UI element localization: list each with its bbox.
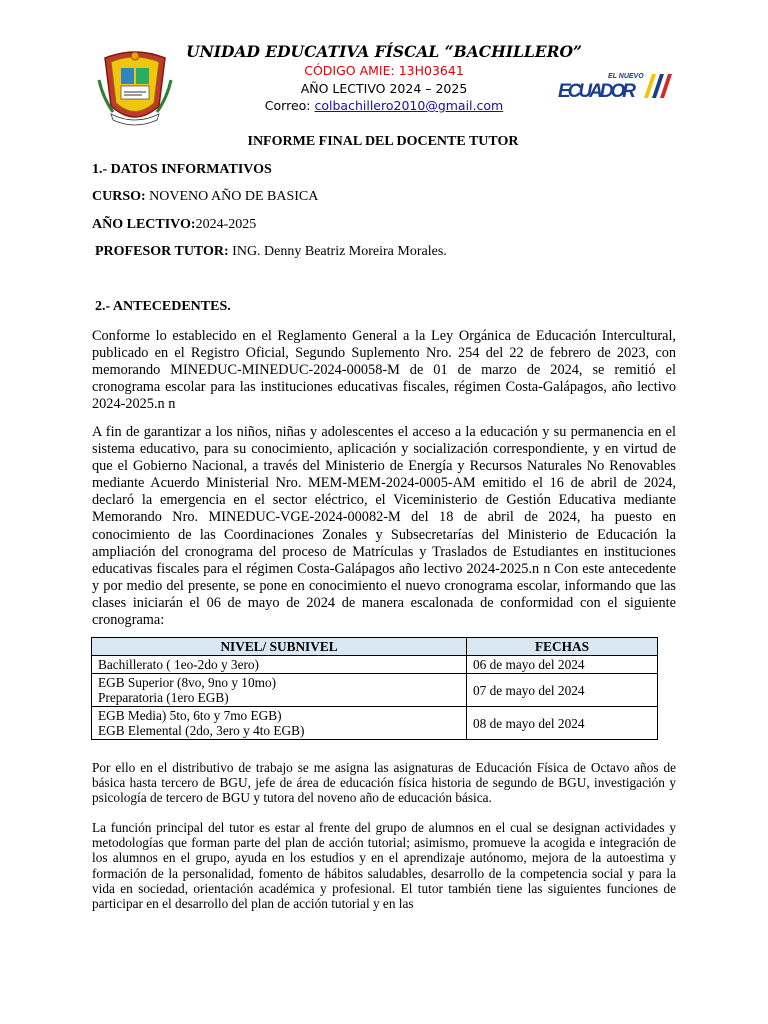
level-cell <box>92 674 467 707</box>
table-row <box>92 674 658 707</box>
email-line <box>150 98 618 113</box>
header-dates: FECHAS <box>467 638 658 656</box>
paragraph-3: Por ello en el distributivo de trabajo se me asigna las asignaturas de Educación Física de Octavo años de básica hasta tercero de BGU, jefe de área de educación física historia de segundo de BGU, investigación y psicología de tercero de BGU y tutora del noveno año de educación básica. <box>92 760 676 806</box>
section1-title: 1.- DATOS INFORMATIVOS <box>92 162 272 177</box>
year-value: 2024-2025 <box>195 217 257 232</box>
tutor-label: PROFESOR TUTOR: <box>95 244 229 259</box>
date-cell: 06 de mayo del 2024 <box>467 656 658 674</box>
email-link[interactable]: colbachillero2010@gmail.com <box>314 98 504 113</box>
amie-code: CÓDIGO AMIE: 13H03641 <box>304 63 464 78</box>
level-line: Bachillerato ( 1eo-2do y 3ero) <box>98 657 259 672</box>
year-label: AÑO LECTIVO: <box>92 217 196 232</box>
year-line <box>92 217 256 233</box>
school-name: UNIDAD EDUCATIVA FÍSCAL “BACHILLERO” <box>186 42 582 61</box>
paragraph-1: Conforme lo establecido en el Reglamento General a la Ley Orgánica de Educación Intercultural, publicado en el Registro Oficial, Segundo Suplemento Nro. 254 del 22 de febrero de 2023, con memorando MINEDUC-MINEDUC-2024-00058-M de 01 de marzo de 2024, se remitió el cronograma escolar para las instituciones educativas fiscales, régimen Costa-Galápagos, año lectivo 2024-2025.n n <box>92 328 676 413</box>
document-title: INFORME FINAL DEL DOCENTE TUTOR <box>247 134 519 149</box>
brand-top-text: EL NUEVO <box>608 73 644 80</box>
course-value: NOVENO AÑO DE BASICA <box>145 189 319 204</box>
header-level: NIVEL/ SUBNIVEL <box>92 638 467 656</box>
date-cell: 07 de mayo del 2024 <box>467 674 658 707</box>
paragraph-4: La función principal del tutor es estar al frente del grupo de alumnos en el cual se designan actividades y metodologías que forman parte del plan de acción tutorial; asimismo, promueve la acogida e integración de los alumnos en el grupo, ayuda en los estudios y en el aprendizaje autónomo, mejora de la autoestima y formación de la personalidad, fomento de hábitos saludables, desarrollo de la competencia social y para la vida en sociedad, orientación académica y profesional. El tutor también tiene las siguientes funciones de participar en el desarrollo del plan de acción tutorial y en las <box>92 820 676 912</box>
ecuador-government-logo <box>556 70 676 100</box>
table-row <box>92 656 658 674</box>
table-row <box>92 707 658 740</box>
level-line: EGB Elemental (2do, 3ero y 4to EGB) <box>98 723 305 738</box>
paragraph-2: A fin de garantizar a los niños, niñas y adolescentes el acceso a la educación y su permanencia en el sistema educativo, para su conocimiento, aplicación y socialización correspondiente, y en virtud de que el Gobierno Nacional, a través del Ministerio de Energía y Recursos Naturales No Renovables mediante Acuerdo Ministerial Nro. MEM-MEM-2024-0005-AM emitido el 16 de abril de 2024, declaró la emergencia en el sector eléctrico, el Viceministerio de Gestión Educativa mediante Memorando Nro. MINEDUC-VGE-2024-00082-M del 18 de abril de 2024, ha puesto en conocimiento de las Coordinaciones Zonales y Subsecretarías del Ministerio de Educación la ampliación del cronograma del proceso de Matrículas y Traslados de Estudiantes en instituciones educativas fiscales para el régimen Costa-Galápagos año lectivo 2024-2025.n n Con este antecedente y por medio del presente, se pone en conocimiento el nuevo cronograma escolar, informando que las clases iniciarán el 06 de mayo de 2024 de manera escalonada de conformidad con el siguiente cronograma: <box>92 424 676 629</box>
tutor-line <box>95 244 447 260</box>
section2-title: 2.- ANTECEDENTES. <box>95 299 231 314</box>
level-cell <box>92 707 467 740</box>
table-header-row <box>92 638 658 656</box>
level-line: EGB Media) 5to, 6to y 7mo EGB) <box>98 708 282 723</box>
level-line: Preparatoria (1ero EGB) <box>98 690 229 705</box>
course-label: CURSO: <box>92 189 146 204</box>
level-cell <box>92 656 467 674</box>
course-line <box>92 189 318 205</box>
tutor-value: ING. Denny Beatriz Moreira Morales. <box>228 244 447 259</box>
schedule-table <box>91 637 658 740</box>
brand-main-text: ECUADOR <box>558 81 636 100</box>
school-year: AÑO LECTIVO 2024 – 2025 <box>300 81 468 96</box>
date-cell: 08 de mayo del 2024 <box>467 707 658 740</box>
email-label: Correo: <box>264 98 311 113</box>
level-line: EGB Superior (8vo, 9no y 10mo) <box>98 675 277 690</box>
